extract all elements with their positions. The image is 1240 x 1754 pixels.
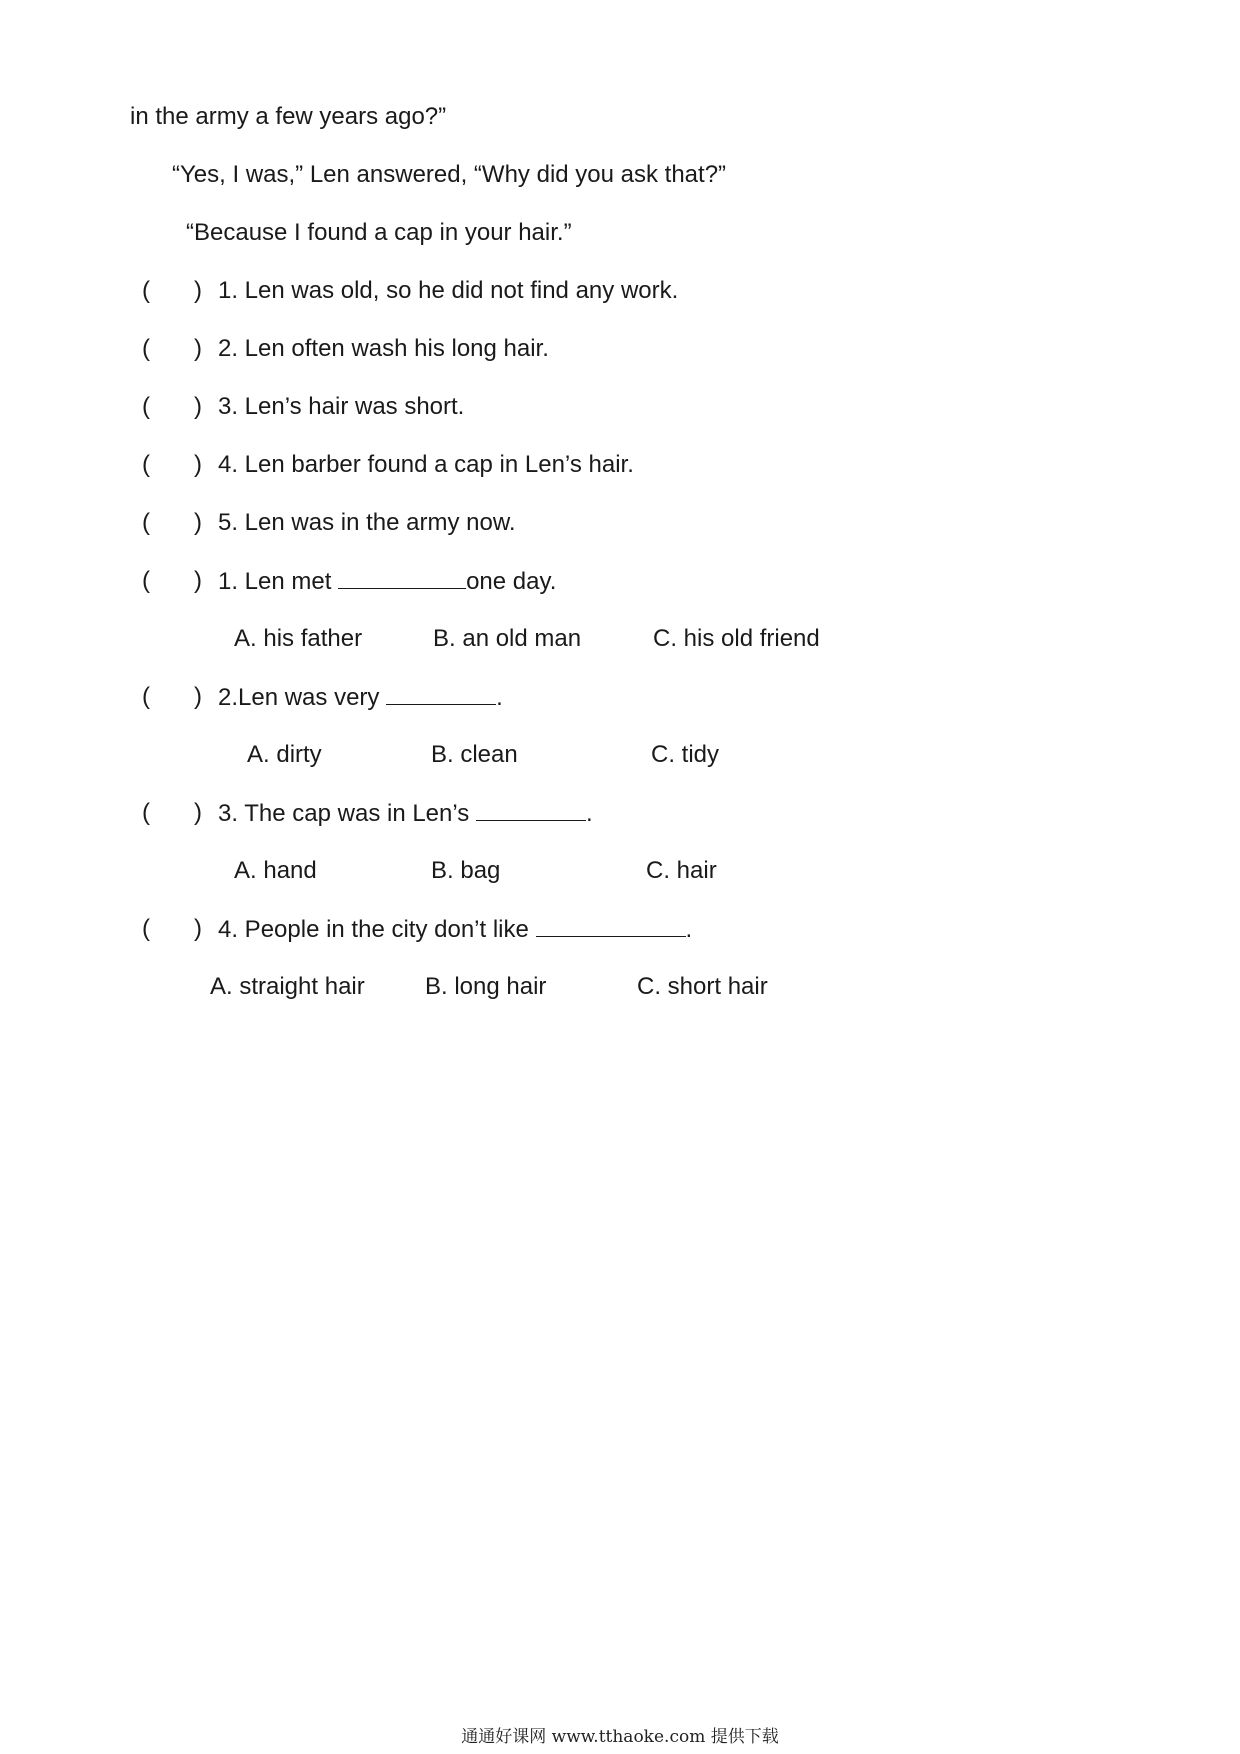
question-stem xyxy=(218,914,692,945)
option-b: B. clean xyxy=(431,741,518,768)
option-c: C. hair xyxy=(646,857,717,884)
stem-before: 3. The cap was in Len’s xyxy=(218,800,476,827)
judgment-text: 1. Len was old, so he did not find any work. xyxy=(218,277,679,304)
passage-line-1: in the army a few years ago?” xyxy=(130,103,447,130)
option-b: B. bag xyxy=(431,857,501,884)
judgment-text: 5. Len was in the army now. xyxy=(218,509,516,536)
stem-before: 4. People in the city don’t like xyxy=(218,916,536,943)
answer-blank xyxy=(338,566,466,589)
answer-paren-close: ) xyxy=(194,451,202,478)
answer-paren-open: ( xyxy=(142,451,150,478)
question-stem xyxy=(218,682,503,713)
answer-paren-open: ( xyxy=(142,277,150,304)
answer-blank xyxy=(386,682,496,705)
stem-after: . xyxy=(585,800,593,827)
answer-paren-open: ( xyxy=(142,683,150,710)
option-c: C. short hair xyxy=(637,973,768,1000)
stem-before: 2.Len was very xyxy=(218,684,387,711)
judgment-text: 2. Len often wash his long hair. xyxy=(218,335,549,362)
passage-line-2: “Yes, I was,” Len answered, “Why did you ask that?” xyxy=(172,161,727,188)
passage-line-3: “Because I found a cap in your hair.” xyxy=(186,219,572,246)
answer-paren-close: ) xyxy=(194,509,202,536)
answer-paren-close: ) xyxy=(194,277,202,304)
judgment-text: 3. Len’s hair was short. xyxy=(218,393,465,420)
answer-paren-close: ) xyxy=(194,915,202,942)
option-a: A. straight hair xyxy=(210,973,365,1000)
option-a: A. his father xyxy=(234,625,363,652)
option-a: A. dirty xyxy=(247,741,322,768)
question-stem xyxy=(218,798,593,829)
answer-paren-close: ) xyxy=(194,393,202,420)
answer-paren-open: ( xyxy=(142,915,150,942)
option-b: B. long hair xyxy=(425,973,547,1000)
answer-paren-close: ) xyxy=(194,567,202,594)
stem-after: one day. xyxy=(466,568,557,595)
answer-paren-close: ) xyxy=(194,683,202,710)
answer-paren-open: ( xyxy=(142,799,150,826)
question-stem xyxy=(218,566,556,597)
option-c: C. tidy xyxy=(651,741,720,768)
option-c: C. his old friend xyxy=(653,625,820,652)
stem-after: . xyxy=(685,916,693,943)
answer-blank xyxy=(536,914,686,937)
answer-paren-close: ) xyxy=(194,335,202,362)
answer-paren-open: ( xyxy=(142,567,150,594)
option-b: B. an old man xyxy=(433,625,582,652)
answer-paren-open: ( xyxy=(142,393,150,420)
judgment-text: 4. Len barber found a cap in Len’s hair. xyxy=(218,451,634,478)
stem-after: . xyxy=(496,684,503,711)
footer-credit: 通通好课网 www.tthaoke.com 提供下载 xyxy=(461,1727,779,1747)
answer-paren-close: ) xyxy=(194,799,202,826)
stem-before: 1. Len met xyxy=(218,568,339,595)
answer-paren-open: ( xyxy=(142,509,150,536)
answer-blank xyxy=(476,798,586,821)
option-a: A. hand xyxy=(234,857,317,884)
answer-paren-open: ( xyxy=(142,335,150,362)
